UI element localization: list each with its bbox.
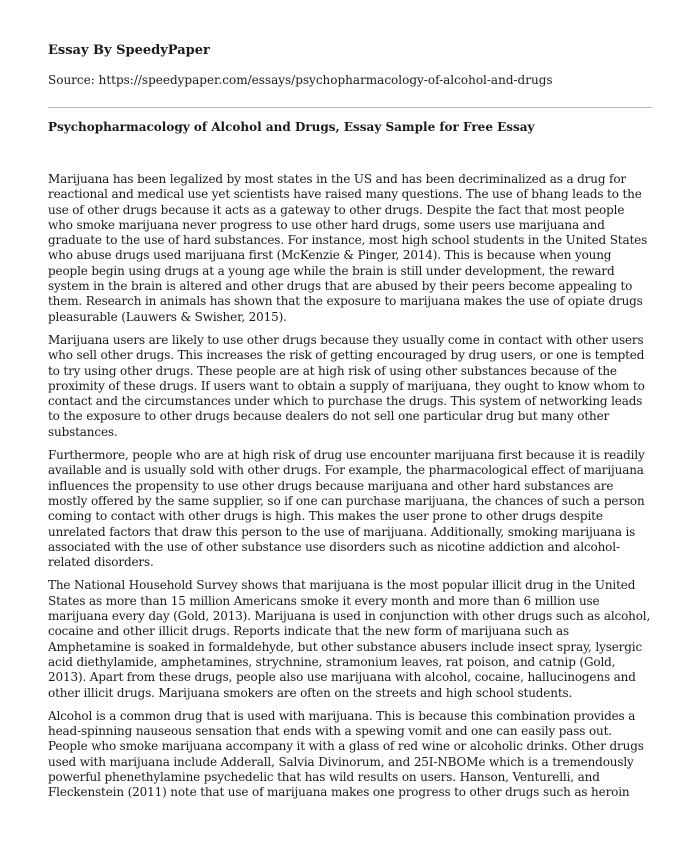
source-line: Source: https://speedypaper.com/essays/psychopharmacology-of-alcohol-and-drugs bbox=[48, 73, 553, 87]
essay-paragraph bbox=[48, 448, 652, 570]
paragraph-line: Amphetamine is soaked in formaldehyde, but other substance abusers include insect spray, lysergic bbox=[48, 639, 643, 654]
paragraph-line: influences the propensity to use other drugs because marijuana and other hard substances are bbox=[48, 478, 614, 493]
paragraph-line: to try using other drugs. These people are at high risk of using other substances because of the bbox=[48, 363, 617, 378]
paragraph-line: used with marijuana include Adderall, Salvia Divinorum, and 25I-NBOMe which is a tremendously bbox=[48, 754, 634, 769]
paragraph-line: States as more than 15 million Americans smoke it every month and more than 6 million use bbox=[48, 593, 600, 608]
paragraph-line: other illicit drugs. Marijuana smokers are often on the streets and high school students. bbox=[48, 685, 573, 700]
paragraph-line: reactional and medical use yet scientists have raised many questions. The use of bhang leads to the bbox=[48, 187, 642, 202]
paragraph-line: contact and the circumstances under which to purchase the drugs. This system of networking leads bbox=[48, 394, 643, 409]
essay-paragraph bbox=[48, 333, 652, 440]
essay-paragraph bbox=[48, 172, 652, 325]
paragraph-line: Marijuana has been legalized by most states in the US and has been decriminalized as a drug for bbox=[48, 172, 626, 186]
essay-body bbox=[48, 172, 652, 848]
paragraph-line: Marijuana users are likely to use other drugs because they usually come in contact with other users bbox=[48, 332, 644, 347]
paragraph-line: powerful phenethylamine psychedelic that has wild results on users. Hanson, Venturelli, and bbox=[48, 769, 600, 784]
paragraph-line: head-spinning nauseous sensation that ends with a spewing vomit and one can easily pass out. bbox=[48, 724, 612, 739]
paragraph-line: The National Household Survey shows that marijuana is the most popular illicit drug in the United bbox=[48, 578, 636, 593]
paragraph-line: associated with the use of other substance use disorders such as nicotine addiction and alcohol- bbox=[48, 539, 620, 554]
paragraph-line: graduate to the use of hard substances. For instance, most high school students in the United States bbox=[48, 233, 648, 248]
paragraph-line: who sell other drugs. This increases the risk of getting encouraged by drug users, or one is tempted bbox=[48, 348, 645, 363]
paragraph-line: Fleckenstein (2011) note that use of marijuana makes one progress to other drugs such as heroin bbox=[48, 785, 630, 800]
paragraph-line: pleasurable (Lauwers & Swisher, 2015). bbox=[48, 309, 287, 324]
paragraph-line: proximity of these drugs. If users want to obtain a supply of marijuana, they ought to know whom to bbox=[48, 378, 645, 393]
paragraph-line: to the exposure to other drugs because dealers do not sell one particular drug but many other bbox=[48, 409, 610, 424]
essay-paragraph bbox=[48, 578, 652, 700]
paragraph-line: system in the brain is altered and other drugs that are abused by their peers become appealing to bbox=[48, 279, 633, 294]
paragraph-line: available and is usually sold with other drugs. For example, the pharmacological effect of marijuana bbox=[48, 463, 644, 478]
paragraph-line: marijuana every day (Gold, 2013). Marijuana is used in conjunction with other drugs such as alcohol, bbox=[48, 609, 651, 624]
essay-heading: Psychopharmacology of Alcohol and Drugs, Essay Sample for Free Essay bbox=[48, 120, 535, 134]
paragraph-line: Furthermore, people who are at high risk of drug use encounter marijuana first because it is readily bbox=[48, 448, 645, 463]
paragraph-line: mostly offered by the same supplier, so if one can purchase marijuana, the chances of such a person bbox=[48, 493, 645, 508]
paragraph-line: them. Research in animals has shown that the exposure to marijuana makes the use of opiate drugs bbox=[48, 294, 643, 309]
paragraph-line: who abuse drugs used marijuana first (McKenzie & Pinger, 2014). This is because when young bbox=[48, 248, 612, 263]
paragraph-line: people begin using drugs at a young age while the brain is still under development, the reward bbox=[48, 263, 615, 278]
document-title: Essay By SpeedyPaper bbox=[48, 43, 210, 58]
paragraph-line: Alcohol is a common drug that is used with marijuana. This is because this combination provides a bbox=[48, 708, 636, 723]
divider bbox=[48, 107, 652, 108]
paragraph-line: 2013). Apart from these drugs, people also use marijuana with alcohol, cocaine, hallucinogens and bbox=[48, 670, 636, 685]
paragraph-line: who smoke marijuana never progress to use other hard drugs, some users use marijuana and bbox=[48, 217, 605, 232]
paragraph-line: coming to contact with other drugs is high. This makes the user prone to other drugs despite bbox=[48, 509, 603, 524]
paragraph-line: unrelated factors that draw this person to the use of marijuana. Additionally, smoking marijuana is bbox=[48, 524, 636, 539]
paragraph-line: related disorders. bbox=[48, 555, 154, 570]
paragraph-line: cocaine and other illicit drugs. Reports indicate that the new form of marijuana such as bbox=[48, 624, 570, 639]
paragraph-line: use of other drugs because it acts as a gateway to other drugs. Despite the fact that most people bbox=[48, 202, 625, 217]
paragraph-line: acid diethylamide, amphetamines, strychnine, stramonium leaves, rat poison, and catnip (Gold, bbox=[48, 654, 616, 669]
paragraph-line: substances. bbox=[48, 424, 118, 439]
paragraph-line: People who smoke marijuana accompany it with a glass of red wine or alcoholic drinks. Other drugs bbox=[48, 739, 644, 754]
essay-paragraph bbox=[48, 709, 652, 801]
